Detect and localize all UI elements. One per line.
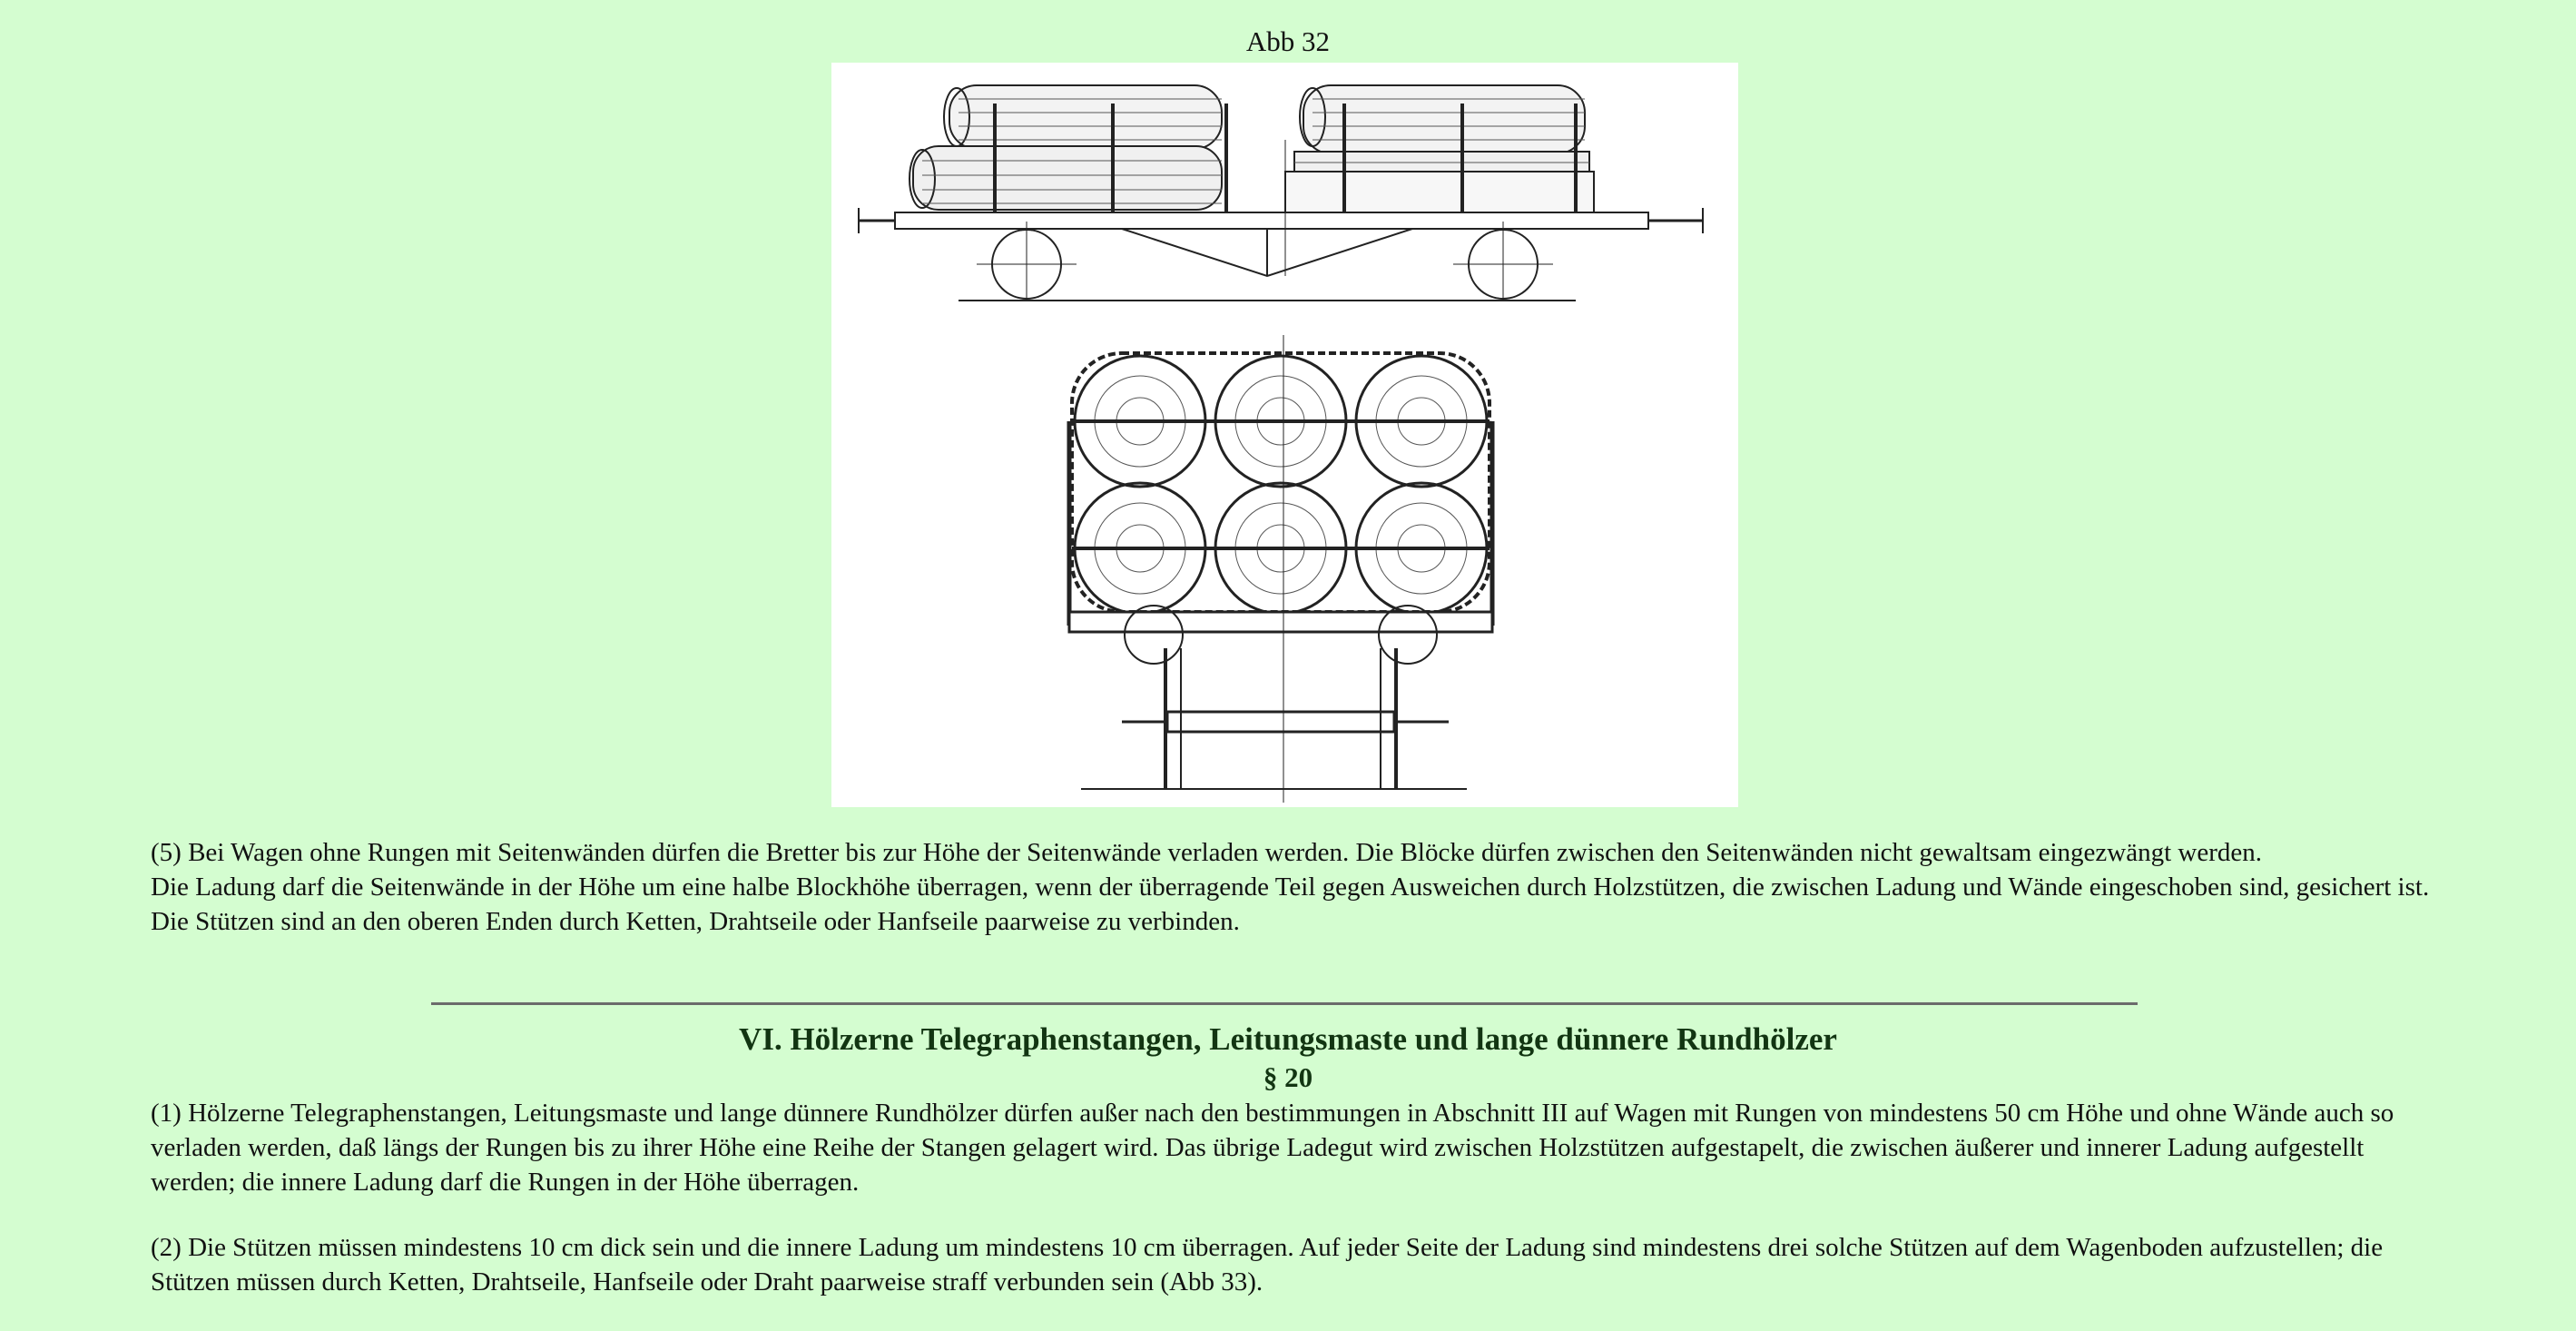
wagon-drawing-svg (831, 63, 1738, 807)
end-view (1069, 335, 1492, 803)
wagon-drawing (831, 63, 1738, 807)
section-paragraph-sign: § 20 (1263, 1061, 1313, 1093)
paragraph-5-part-1: (5) Bei Wagen ohne Rungen mit Seitenwänden dürfen die Bretter bis zur Höhe der Seitenwände verladen werden. Die Blöcke dürfen zwischen den Seitenwänden nicht gewaltsam eingezwängt werden. (151, 838, 2263, 867)
section-title: VI. Hölzerne Telegraphenstangen, Leitungsmaste und lange dünnere Rundhölzer (739, 1021, 1837, 1057)
figure-caption: Abb 32 (1245, 25, 1331, 57)
paragraph-20-1-text: (1) Hölzerne Telegraphenstangen, Leitungsmaste und lange dünnere Rundhölzer dürfen außer nach den bestimmungen in Abschnitt III auf Wagen mit Rungen von mindestens 50 cm Höhe und ohne Wände auch so verladen werden, daß längs der Rungen bis zu ihrer Höhe eine Reihe der Stangen gelagert wird. Das übrige Ladegut wird zwischen Holzstützen aufgestapelt, die zwischen äußerer und innerer Ladung aufgestellt werden; die innere Ladung darf die Rungen in der Höhe überragen. (151, 1099, 2394, 1197)
side-view (859, 85, 1703, 301)
paragraph-5-part-2: Die Ladung darf die Seitenwände in der Höhe um eine halbe Blockhöhe überragen, wenn der überragende Teil gegen Ausweichen durch Holzstützen, die zwischen Ladung und Wände eingeschoben sind, gesichert ist. Die Stützen sind an den oberen Enden durch Ketten, Drahtseile oder Hanfseile paarweise zu verbinden. (151, 873, 2430, 936)
section-divider (431, 1002, 2138, 1005)
paragraph-20-2-text: (2) Die Stützen müssen mindestens 10 cm dick sein und die innere Ladung um mindestens 10 cm überragen. Auf jeder Seite der Ladung sind mindestens drei solche Stützen auf dem Wagenboden aufzustellen; die Stützen müssen durch Ketten, Drahtseile, Hanfseile oder Draht paarweise straff verbunden sein (Abb 33). (151, 1233, 2384, 1296)
paragraph-5 (151, 835, 2447, 939)
paragraph-20-1 (151, 1096, 2447, 1199)
paragraph-20-2 (151, 1230, 2447, 1299)
